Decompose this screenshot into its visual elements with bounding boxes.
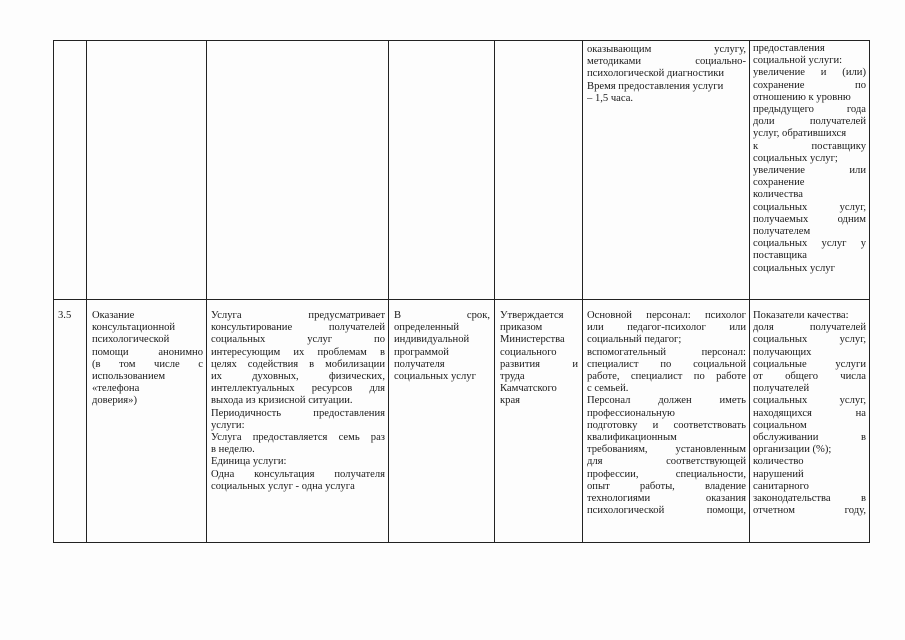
cell-text-line: социальных услуг,: [753, 334, 866, 346]
cell-text-line: от общего числа: [753, 371, 866, 383]
cell-text-line: сохранение: [753, 177, 805, 189]
cell-text-line: Услуга предусматривает: [211, 310, 385, 321]
cell-text-line: социальных услуг;: [753, 152, 838, 164]
cell-text-line: увеличение или: [753, 165, 866, 177]
cell-text-line: социальных услуг,: [753, 201, 866, 213]
cell-text-line: интересующим их проблемам в: [211, 346, 385, 358]
cell-text-line: использованием: [92, 371, 166, 383]
cell-text-line: социальном: [753, 419, 807, 431]
cell-text-line: определенный: [394, 322, 460, 334]
cell-text-line: их духовных, физических,: [211, 371, 385, 383]
cell-text-line: социальных услуг - одна услуга: [211, 480, 355, 492]
cell-text-line: консультирование получателей: [211, 322, 385, 334]
cell-text-line: технологиями оказания: [587, 493, 746, 505]
cell-text-line: Персонал должен иметь: [587, 395, 746, 407]
table-vertical-rule: [53, 40, 54, 543]
cell-text-line: социальных услуг: [394, 371, 476, 383]
table-cell-col-service-name: [92, 54, 203, 299]
cell-text-line: – 1,5 часа.: [587, 92, 634, 104]
cell-text-line: индивидуальной: [394, 334, 470, 346]
table-horizontal-rule: [53, 299, 870, 300]
cell-text-line: В срок,: [394, 310, 490, 321]
cell-text-line: консультационной: [92, 322, 176, 334]
cell-text-line: сохранение по: [753, 79, 866, 91]
cell-text-line: Время предоставления услуги: [587, 80, 724, 92]
cell-text-line: получающих: [753, 346, 812, 358]
cell-text-line: специалист по социальной: [587, 358, 746, 370]
cell-text-line: психологической помощи,: [587, 505, 746, 517]
cell-text-line: Периодичность предоставления: [211, 407, 385, 419]
cell-text-line: санитарного: [753, 480, 809, 492]
cell-text-line: «телефона: [92, 383, 140, 395]
table-cell-col-term: [394, 310, 490, 542]
cell-text-line: услуг, обратившихся: [753, 128, 847, 140]
cell-text-line: подготовку и соответствовать: [587, 419, 746, 431]
cell-text-line: с семьей.: [587, 383, 629, 395]
cell-text-line: социальной услуги:: [753, 55, 843, 67]
table-vertical-rule: [206, 40, 207, 543]
cell-text-line: вспомогательный персонал:: [587, 346, 746, 358]
cell-text-line: требованиям, установленным: [587, 444, 746, 456]
cell-text-line: доверия»): [92, 395, 137, 407]
table-cell-col-number: [58, 310, 82, 542]
cell-text-line: нарушений: [753, 468, 804, 480]
table-cell-col-description: [211, 53, 385, 299]
cell-text-line: доли получателей: [753, 116, 866, 128]
cell-text-line: предыдущего года: [753, 104, 866, 116]
cell-text-line: труда: [500, 371, 525, 383]
cell-text-line: законодательства в: [753, 493, 866, 505]
cell-text-line: программой: [394, 346, 449, 358]
table-cell-col-quality: [753, 43, 866, 299]
cell-text-line: Единица услуги:: [211, 456, 287, 468]
cell-text-line: социальный педагог;: [587, 334, 682, 346]
table-cell-col-conditions: [587, 310, 746, 542]
cell-text-line: (в том числе с: [92, 358, 203, 370]
cell-text-line: Основной персонал: психолог: [587, 310, 746, 321]
table-vertical-rule: [86, 40, 87, 543]
table-vertical-rule: [869, 40, 870, 543]
cell-text-line: целях содействия в мобилизации: [211, 358, 385, 370]
table-vertical-rule: [494, 40, 495, 543]
table-cell-col-conditions: [587, 44, 746, 299]
cell-text-line: социальных услуг,: [753, 395, 866, 407]
table-cell-col-number: [58, 43, 82, 299]
cell-text-line: Одна консультация получателя: [211, 468, 385, 480]
table-cell-col-cost: [500, 45, 578, 299]
table-cell-col-quality: [753, 310, 866, 542]
cell-text-line: развития и: [500, 358, 578, 370]
cell-text-line: Камчатского: [500, 383, 557, 395]
cell-text-line: выхода из кризисной ситуации.: [211, 395, 353, 407]
cell-text-line: организации (%);: [753, 444, 832, 456]
cell-text-line: социальных услуг у: [753, 238, 866, 250]
cell-text-line: получателей: [753, 383, 810, 395]
cell-text-line: Утверждается: [500, 310, 564, 321]
cell-text-line: в неделю.: [211, 444, 255, 456]
cell-text-line: поставщика: [753, 250, 807, 262]
cell-text-line: края: [500, 395, 521, 407]
cell-text-line: профессиональную: [587, 407, 675, 419]
cell-text-line: методиками социально-: [587, 56, 746, 68]
table-vertical-rule: [388, 40, 389, 543]
cell-text-line: получателя: [394, 358, 445, 370]
cell-text-line: оказывающим услугу,: [587, 44, 746, 55]
cell-text-line: или педагог-психолог или: [587, 322, 746, 334]
table-horizontal-rule: [53, 40, 870, 41]
cell-text-line: социальные услуги: [753, 358, 866, 370]
cell-text-line: Показатели качества:: [753, 310, 849, 321]
cell-text-line: обслуживании в: [753, 432, 866, 444]
table-cell-col-term: [394, 53, 490, 299]
table-vertical-rule: [749, 40, 750, 543]
table-cell-col-description: [211, 310, 385, 542]
cell-text-line: опыт работы, владение: [587, 480, 746, 492]
cell-text-line: услуги:: [211, 419, 245, 431]
cell-text-line: увеличение и (или): [753, 67, 866, 79]
table-horizontal-rule: [53, 542, 870, 543]
cell-text-line: социальных услуг: [753, 262, 835, 274]
cell-text-line: работе, специалист по работе: [587, 371, 746, 383]
table-cell-col-cost: [500, 310, 578, 542]
cell-text-line: для соответствующей: [587, 456, 746, 468]
cell-text-line: находящихся на: [753, 407, 866, 419]
cell-text-line: социального: [500, 346, 557, 358]
cell-text-line: Оказание: [92, 310, 135, 321]
cell-text-line: Министерства: [500, 334, 565, 346]
table-vertical-rule: [582, 40, 583, 543]
cell-text-line: отношению к уровню: [753, 91, 851, 103]
cell-text-line: помощи анонимно: [92, 346, 203, 358]
cell-text-line: психологической диагностики: [587, 68, 725, 80]
cell-text-line: получаемых одним: [753, 213, 866, 225]
cell-text-line: профессии, специальности,: [587, 468, 746, 480]
cell-text-line: предоставления: [753, 43, 825, 54]
cell-text-line: психологической: [92, 334, 170, 346]
table-cell-col-service-name: [92, 310, 203, 542]
cell-text-line: квалификационным: [587, 432, 677, 444]
cell-text-line: социальных услуг по: [211, 334, 385, 346]
cell-text-line: интеллектуальных ресурсов для: [211, 383, 385, 395]
cell-text-line: получателем: [753, 226, 811, 238]
cell-text-line: количество: [753, 456, 804, 468]
cell-text-line: 3.5: [58, 310, 72, 321]
cell-text-line: отчетном году,: [753, 505, 866, 517]
cell-text-line: доля получателей: [753, 322, 866, 334]
cell-text-line: приказом: [500, 322, 543, 334]
cell-text-line: Услуга предоставляется семь раз: [211, 432, 385, 444]
cell-text-line: количества: [753, 189, 803, 201]
cell-text-line: к поставщику: [753, 140, 866, 152]
